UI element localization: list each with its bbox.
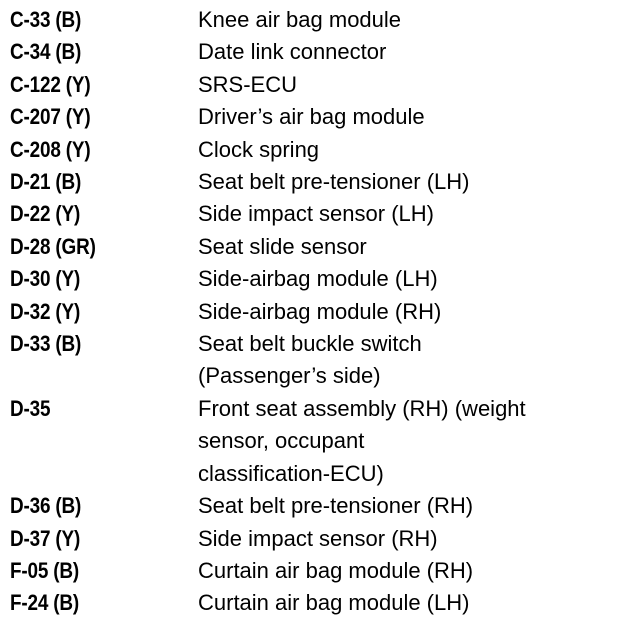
connector-code: D-37 (Y) (10, 525, 81, 551)
description-line: Knee air bag module (198, 7, 402, 32)
description-line: Clock spring (198, 136, 320, 162)
connector-description (198, 393, 610, 490)
connector-description (198, 166, 610, 198)
connector-table (10, 4, 610, 620)
description-line: Seat belt pre-tensioner (RH) (198, 493, 474, 519)
table-row (10, 166, 610, 198)
table-row (10, 4, 610, 36)
connector-description (198, 134, 610, 166)
description-line: Seat slide sensor (198, 233, 367, 259)
table-row (10, 69, 610, 101)
connector-description (198, 328, 610, 393)
connector-code: C-34 (B) (10, 39, 82, 65)
table-row (10, 231, 610, 263)
connector-code: C-208 (Y) (10, 136, 91, 162)
description-line: Side impact sensor (RH) (198, 525, 438, 551)
connector-code: F-24 (B) (10, 590, 80, 616)
connector-description (198, 587, 610, 619)
connector-code: D-22 (Y) (10, 201, 81, 227)
connector-code: D-32 (Y) (10, 298, 81, 324)
connector-code: D-30 (Y) (10, 266, 81, 292)
description-line: sensor, occupant (198, 428, 365, 454)
connector-description (198, 296, 610, 328)
connector-description (198, 36, 610, 68)
connector-code: C-33 (B) (10, 7, 82, 32)
connector-code: C-207 (Y) (10, 104, 91, 130)
connector-description (198, 231, 610, 263)
table-row (10, 490, 610, 522)
description-line: (Passenger’s side) (198, 363, 381, 389)
table-row (10, 198, 610, 230)
table-row (10, 296, 610, 328)
table-row (10, 101, 610, 133)
description-line: Seat belt pre-tensioner (LH) (198, 169, 470, 195)
connector-description (198, 4, 610, 36)
description-line: Curtain air bag module (RH) (198, 557, 474, 583)
connector-description (198, 523, 610, 555)
connector-code: C-122 (Y) (10, 71, 91, 97)
description-line: Driver’s air bag module (198, 104, 425, 130)
connector-code: F-05 (B) (10, 557, 80, 583)
connector-description (198, 555, 610, 587)
connector-code: D-33 (B) (10, 331, 82, 357)
connector-description (198, 263, 610, 295)
description-line: classification-ECU) (198, 460, 384, 486)
connector-description (198, 69, 610, 101)
description-line: Seat belt buckle switch (198, 331, 422, 357)
connector-description (198, 490, 610, 522)
table-row (10, 587, 610, 619)
connector-code: D-28 (GR) (10, 233, 96, 259)
description-line: Side-airbag module (RH) (198, 298, 442, 324)
connector-description (198, 198, 610, 230)
connector-code: D-36 (B) (10, 493, 82, 519)
description-line: Curtain air bag module (LH) (198, 590, 470, 616)
table-row (10, 328, 610, 393)
description-line: Front seat assembly (RH) (weight (198, 395, 526, 421)
table-row (10, 134, 610, 166)
table-row (10, 36, 610, 68)
description-line: Side impact sensor (LH) (198, 201, 434, 227)
description-line: Date link connector (198, 39, 387, 65)
description-line: SRS-ECU (198, 71, 298, 97)
description-line: Side-airbag module (LH) (198, 266, 438, 292)
table-row (10, 523, 610, 555)
connector-code: D-35 (10, 395, 51, 421)
table-row (10, 555, 610, 587)
table-row (10, 393, 610, 490)
table-row (10, 263, 610, 295)
connector-description (198, 101, 610, 133)
connector-code: D-21 (B) (10, 169, 82, 195)
